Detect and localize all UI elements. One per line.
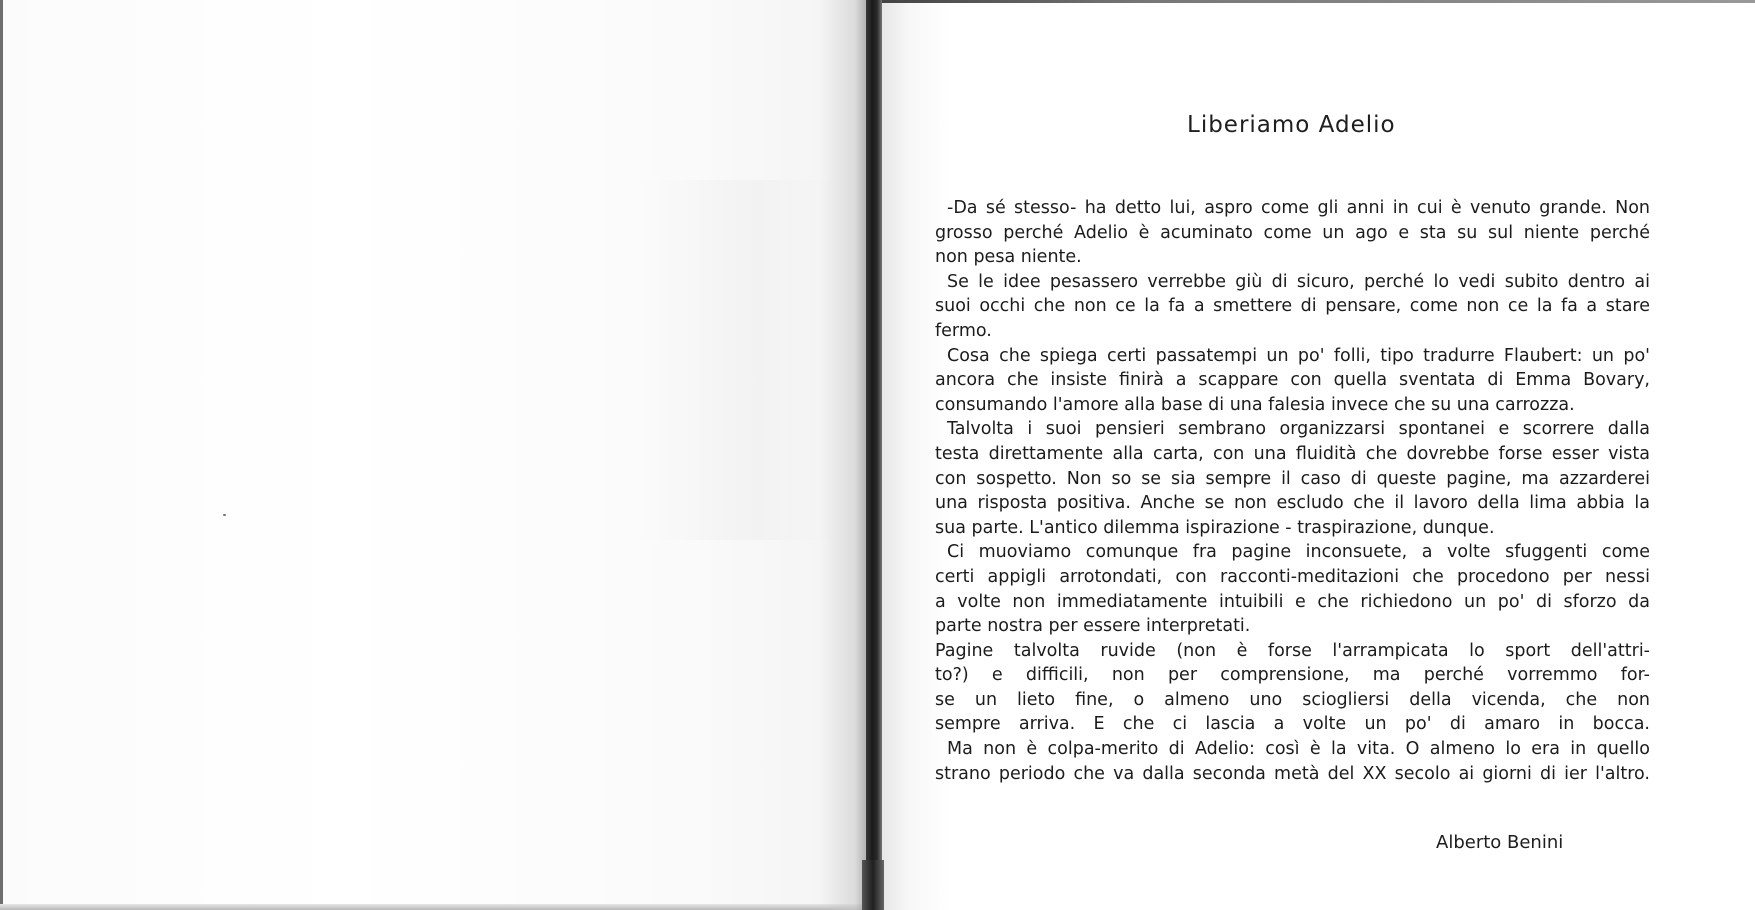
text-line: Ci muoviamo comunque fra pagine inconsuete, a volte sfuggenti come <box>947 542 1650 563</box>
text-line: non pesa niente. <box>935 247 1082 268</box>
right-page-top-edge <box>882 0 1755 3</box>
left-page <box>0 0 870 910</box>
text-line: certi appigli arrotondati, con racconti-meditazioni che procedono per nessi <box>935 566 1650 587</box>
text-line: a volte non immediatamente intuibili e che richiedono un po' di sforzo da <box>935 591 1650 612</box>
text-line: grosso perché Adelio è acuminato come un ago e sta su sul niente perché <box>935 222 1650 243</box>
text-line: con sospetto. Non so se sia sempre il caso di queste pagine, ma azzarderei <box>935 468 1650 489</box>
text-line: sempre arriva. E che ci lascia a volte un po' di amaro in bocca. <box>935 714 1650 735</box>
text-line: una risposta positiva. Anche se non escludo che il lavoro della lima abbia la <box>935 493 1650 514</box>
text-line: -Da sé stesso- ha detto lui, aspro come gli anni in cui è venuto grande. Non <box>947 198 1650 218</box>
left-page-bottom-edge <box>0 904 870 910</box>
text-line: testa direttamente alla carta, con una fluidità che dovrebbe forse esser vista <box>935 443 1650 464</box>
body-text <box>935 196 1650 786</box>
text-line: Cosa che spiega certi passatempi un po' folli, tipo tradurre Flaubert: un po' <box>947 345 1650 366</box>
left-page-edge <box>0 0 3 910</box>
text-line: Ma non è colpa-merito di Adelio: così è la vita. O almeno lo era in quello <box>947 739 1650 760</box>
text-line: fermo. <box>935 320 992 341</box>
author-signature: Alberto Benini <box>1436 832 1564 853</box>
text-line: strano periodo che va dalla seconda metà del XX secolo ai giorni di ier l'altro. <box>935 763 1650 784</box>
show-through-shadow <box>640 180 830 540</box>
text-line: suoi occhi che non ce la fa a smettere di pensare, come non ce la fa a stare <box>935 296 1650 317</box>
gutter-shadow <box>820 0 870 910</box>
text-line: to?) e difficili, non per comprensione, ma perché vorremmo for- <box>935 665 1650 686</box>
page-title: Liberiamo Adelio <box>1187 112 1396 138</box>
text-line: Se le idee pesassero verrebbe giù di sicuro, perché lo vedi subito dentro ai <box>947 271 1650 292</box>
text-line: parte nostra per essere interpretati. <box>935 616 1251 637</box>
book-spine <box>866 0 882 910</box>
text-line: sua parte. L'antico dilemma ispirazione - traspirazione, dunque. <box>935 517 1495 538</box>
book-spine-foot <box>862 860 884 910</box>
text-line: se un lieto fine, o almeno uno sciogliersi della vicenda, che non <box>935 689 1650 710</box>
text-line: Talvolta i suoi pensieri sembrano organizzarsi spontanei e scorrere dalla <box>947 419 1650 440</box>
paper-speck <box>223 514 226 516</box>
text-line: Pagine talvolta ruvide (non è forse l'arrampicata lo sport dell'attri- <box>935 640 1650 661</box>
text-line: ancora che insiste finirà a scappare con quella sventata di Emma Bovary, <box>935 370 1650 391</box>
text-line: consumando l'amore alla base di una falesia invece che su una carrozza. <box>935 394 1575 415</box>
